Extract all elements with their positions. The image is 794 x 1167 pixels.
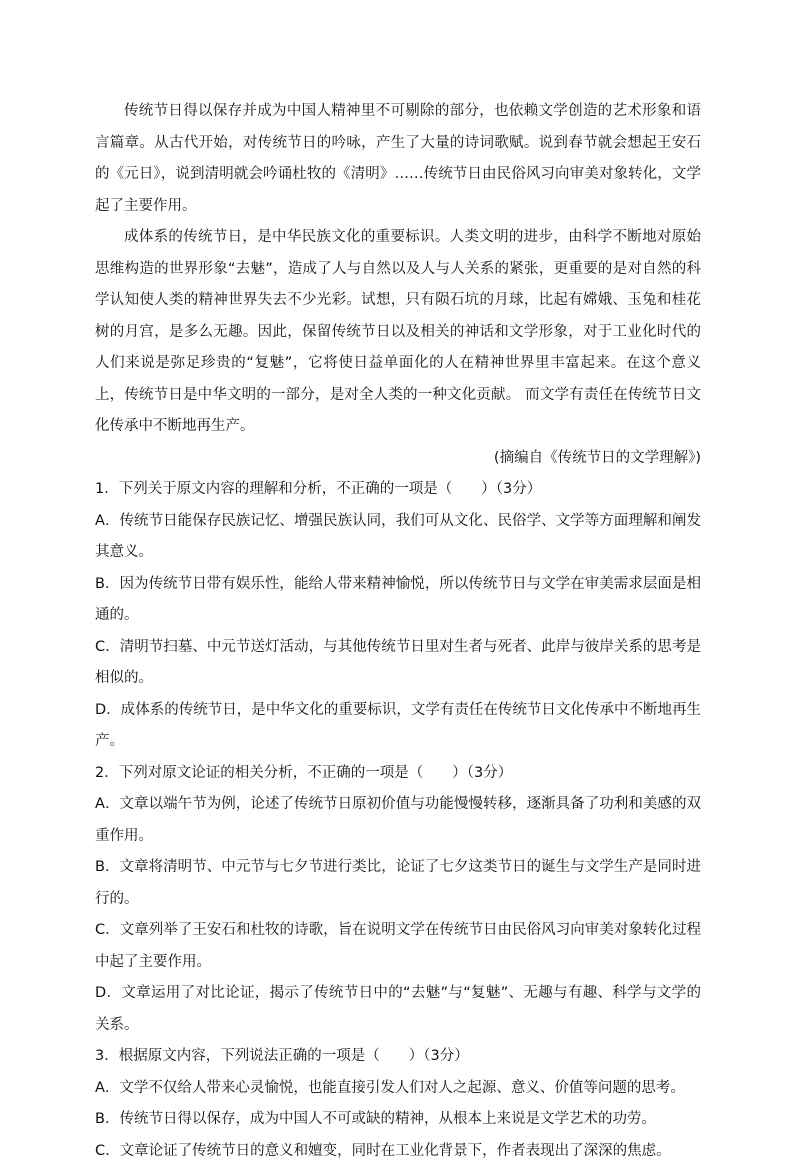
question-3 bbox=[95, 1041, 701, 1167]
question-option: A．文学不仅给人带来心灵愉悦，也能直接引发人们对人之起源、意义、价值等问题的思考。 bbox=[95, 1073, 701, 1105]
question-option: C．文章论证了传统节日的意义和嬗变，同时在工业化背景下，作者表现出了深深的焦虑。 bbox=[95, 1136, 701, 1167]
question-option: A．文章以端午节为例，论述了传统节日原初价值与功能慢慢转移，逐渐具备了功利和美感的双重作用。 bbox=[95, 789, 701, 852]
passage-paragraph-2: 成体系的传统节日，是中华民族文化的重要标识。人类文明的进步，由科学不断地对原始思维构造的世界形象“去魅”，造成了人与自然以及人与人关系的紧张，更重要的是对自然的科学认知使人类的精神世界失去不少光彩。试想，只有陨石坑的月球，比起有嫦娥、玉兔和桂花树的月宫，是多么无趣。因此，保留传统节日以及相关的神话和文学形象，对于工业化时代的人们来说是弥足珍贵的“复魅”，它将使日益单面化的人在精神世界里丰富起来。在这个意义上，传统节日是中华文明的一部分，是对全人类的一种文化贡献。 而文学有责任在传统节日文化传承中不断地再生产。 bbox=[95, 222, 701, 443]
question-option: A．传统节日能保存民族记忆、增强民族认同，我们可从文化、民俗学、文学等方面理解和阐发其意义。 bbox=[95, 506, 701, 569]
passage-paragraph-1: 传统节日得以保存并成为中国人精神里不可剔除的部分，也依赖文学创造的艺术形象和语言篇章。从古代开始，对传统节日的吟咏，产生了大量的诗词歌赋。说到春节就会想起王安石的《元日》，说到清明就会吟诵杜牧的《清明》……传统节日由民俗风习向审美对象转化，文学起了主要作用。 bbox=[95, 96, 701, 222]
question-option: C．清明节扫墓、中元节送灯活动，与其他传统节日里对生者与死者、此岸与彼岸关系的思考是相似的。 bbox=[95, 632, 701, 695]
question-option: D．文章运用了对比论证，揭示了传统节日中的“去魅”与“复魅”、无趣与有趣、科学与文学的关系。 bbox=[95, 978, 701, 1041]
question-stem: 2．下列对原文论证的相关分析，不正确的一项是（ ）（3分） bbox=[95, 758, 701, 790]
question-option: B．传统节日得以保存，成为中国人不可或缺的精神，从根本上来说是文学艺术的功劳。 bbox=[95, 1104, 701, 1136]
question-1 bbox=[95, 474, 701, 758]
question-stem: 1．下列关于原文内容的理解和分析，不正确的一项是（ ）（3分） bbox=[95, 474, 701, 506]
question-option: B．文章将清明节、中元节与七夕节进行类比，论证了七夕这类节日的诞生与文学生产是同时进行的。 bbox=[95, 852, 701, 915]
question-stem: 3．根据原文内容，下列说法正确的一项是（ ）（3分） bbox=[95, 1041, 701, 1073]
question-option: B．因为传统节日带有娱乐性，能给人带来精神愉悦，所以传统节日与文学在审美需求层面是相通的。 bbox=[95, 569, 701, 632]
passage-source: (摘编自《传统节日的文学理解》) bbox=[95, 443, 701, 475]
question-2 bbox=[95, 758, 701, 1042]
question-option: C．文章列举了王安石和杜牧的诗歌，旨在说明文学在传统节日由民俗风习向审美对象转化过程中起了主要作用。 bbox=[95, 915, 701, 978]
question-option: D．成体系的传统节日，是中华文化的重要标识，文学有责任在传统节日文化传承中不断地再生产。 bbox=[95, 695, 701, 758]
document-content bbox=[95, 96, 701, 1167]
